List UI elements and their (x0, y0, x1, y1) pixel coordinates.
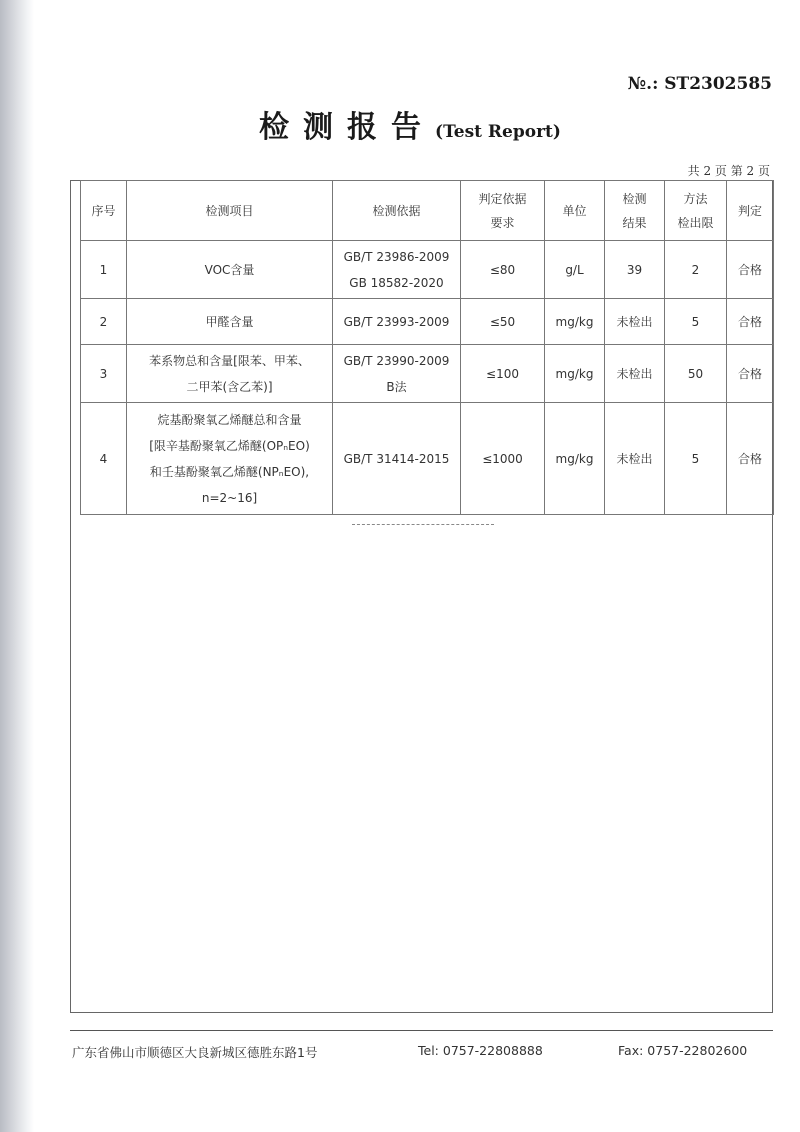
col-header-verdict: 判定 (727, 181, 774, 241)
cell-index: 4 (81, 403, 127, 515)
cell-index: 3 (81, 345, 127, 403)
cell-requirement: ≤80 (461, 241, 545, 299)
cell-unit: mg/kg (545, 403, 605, 515)
cell-result: 未检出 (605, 403, 665, 515)
cell-requirement: ≤100 (461, 345, 545, 403)
footer-fax: Fax: 0757-22802600 (618, 1043, 748, 1058)
cell-result: 未检出 (605, 345, 665, 403)
footer-divider (70, 1030, 773, 1031)
cell-standard: GB/T 23990-2009 B法 (333, 345, 461, 403)
report-title-en: (Test Report) (435, 122, 561, 142)
cell-item: 苯系物总和含量[限苯、甲苯、 二甲苯(含乙苯)] (127, 345, 333, 403)
cell-standard: GB/T 23986-2009 GB 18582-2020 (333, 241, 461, 299)
cell-detection-limit: 5 (665, 299, 727, 345)
col-header-index: 序号 (81, 181, 127, 241)
report-number (560, 74, 772, 94)
cell-item: VOC含量 (127, 241, 333, 299)
cell-item: 烷基酚聚氧乙烯醚总和含量 [限辛基酚聚氧乙烯醚(OPₙEO) 和壬基酚聚氧乙烯醚(NPₙEO), n=2~16] (127, 403, 333, 515)
cell-standard: GB/T 23993-2009 (333, 299, 461, 345)
col-header-item: 检测项目 (127, 181, 333, 241)
report-title (200, 102, 620, 146)
table-row (81, 299, 774, 345)
report-title-cn: 检测报告 (259, 110, 436, 145)
cell-index: 2 (81, 299, 127, 345)
cell-result: 未检出 (605, 299, 665, 345)
table-row (81, 403, 774, 515)
cell-requirement: ≤1000 (461, 403, 545, 515)
report-number-value: ST2302585 (664, 74, 772, 94)
end-of-table-separator (352, 524, 494, 525)
cell-result: 39 (605, 241, 665, 299)
cell-detection-limit: 50 (665, 345, 727, 403)
scan-edge-shadow (0, 0, 34, 1132)
footer-address: 广东省佛山市顺德区大良新城区德胜东路1号 (72, 1045, 318, 1060)
page-info: 共 2 页 第 2 页 (687, 164, 770, 178)
table-row (81, 345, 774, 403)
cell-unit: g/L (545, 241, 605, 299)
cell-index: 1 (81, 241, 127, 299)
cell-item: 甲醛含量 (127, 299, 333, 345)
table-header-row (81, 181, 774, 241)
cell-verdict: 合格 (727, 241, 774, 299)
cell-requirement: ≤50 (461, 299, 545, 345)
col-header-unit: 单位 (545, 181, 605, 241)
results-table (80, 180, 774, 515)
cell-unit: mg/kg (545, 345, 605, 403)
cell-verdict: 合格 (727, 403, 774, 515)
cell-detection-limit: 2 (665, 241, 727, 299)
cell-detection-limit: 5 (665, 403, 727, 515)
report-number-label: №.: (627, 74, 659, 94)
cell-unit: mg/kg (545, 299, 605, 345)
cell-verdict: 合格 (727, 345, 774, 403)
col-header-standard: 检测依据 (333, 181, 461, 241)
table-row (81, 241, 774, 299)
cell-verdict: 合格 (727, 299, 774, 345)
footer-tel: Tel: 0757-22808888 (418, 1043, 543, 1058)
col-header-result: 检测 结果 (605, 181, 665, 241)
cell-standard: GB/T 31414-2015 (333, 403, 461, 515)
col-header-detection-limit: 方法 检出限 (665, 181, 727, 241)
col-header-requirement: 判定依据 要求 (461, 181, 545, 241)
